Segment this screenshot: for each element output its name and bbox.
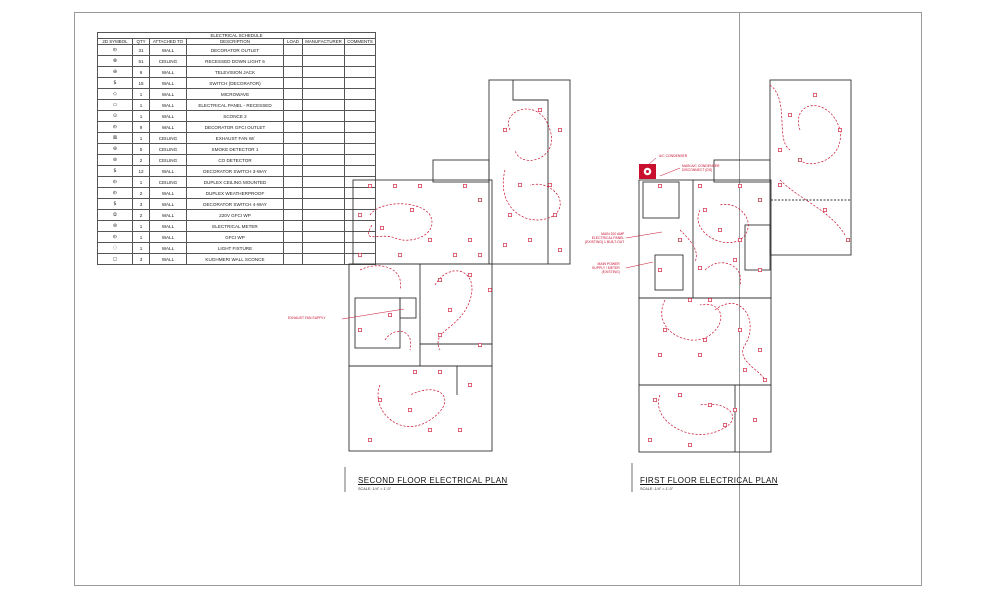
attached-cell: WALL [150,166,187,177]
switch-4way-icon: $ [98,199,133,210]
fixture-symbol-icon [358,328,361,331]
gfci-outlet-icon: ⦶ [98,122,133,133]
fixture-symbol-icon [518,183,521,186]
fixture-symbol-icon [503,128,506,131]
fixture-symbol-icon [813,93,816,96]
220v-gfci-icon: ⦷ [98,210,133,221]
attached-cell: WALL [150,100,187,111]
fixture-symbol-icon [738,238,741,241]
fixture-symbol-icon [738,184,741,187]
fixture-symbol-icon [758,348,761,351]
fixture-symbol-icon [698,266,701,269]
fixture-symbol-icon [413,370,416,373]
attached-cell: WALL [150,45,187,56]
exhaust-fan-icon: ⊠ [98,133,133,144]
fixture-symbol-icon [758,268,761,271]
col-header-manufacturer: MANUFACTURER [303,39,345,45]
fixture-symbol-icon [658,268,661,271]
duplex-outlet-icon: ⦶ [98,45,133,56]
meter-label: MAIN POWER SUPPLY / METER (EXISTING) [592,262,620,274]
circuit-path [780,180,845,235]
ac-disconnect-label: MAIN A/C CONDENSER DISCONNECT (DS) [682,164,720,172]
fixture-symbol-icon [558,128,561,131]
circuit-path [360,266,401,290]
fixture-symbol-icon [410,208,413,211]
description-cell: DECORATOR OUTLET [187,45,284,56]
first-floor-lower-block-wall [639,385,771,452]
qty-cell: 9 [133,122,150,133]
second-floor-tower-inner-wall [513,80,548,264]
fixture-symbol-icon [448,308,451,311]
description-cell: LIGHT FIXTURE [187,243,284,254]
attached-cell: CEILING [150,177,187,188]
fixture-symbol-icon [488,288,491,291]
fixture-symbol-icon [763,378,766,381]
fixture-symbol-icon [358,253,361,256]
fixture-symbol-icon [438,370,441,373]
fixture-symbol-icon [653,398,656,401]
fixture-symbol-icon [503,243,506,246]
circuit-path [705,263,741,285]
second-floor-plan-title: SECOND FLOOR ELECTRICAL PLAN [358,476,508,485]
fixture-symbol-icon [688,298,691,301]
qty-cell: 3 [133,199,150,210]
fixture-symbol-icon [368,184,371,187]
circuit-path [368,204,432,240]
fixture-symbol-icon [408,408,411,411]
qty-cell: 1 [133,232,150,243]
fixture-symbol-icon [438,278,441,281]
circuit-path [658,395,732,435]
first-floor-closet-wall [745,225,770,270]
fixture-symbol-icon [468,383,471,386]
first-floor-upper-block-wall [639,180,771,298]
smoke-detector-icon: ⊛ [98,144,133,155]
ceiling-outlet-icon: ⦶ [98,177,133,188]
fixture-symbol-icon [428,238,431,241]
description-cell: EXHAUST FAN W/ [187,133,284,144]
fixture-symbol-icon [428,428,431,431]
fixture-symbol-icon [698,353,701,356]
fixture-symbol-icon [548,183,551,186]
fixture-symbol-icon [703,338,706,341]
attached-cell: WALL [150,67,187,78]
col-header-symbol: 2D SYMBOL [98,39,133,45]
fixture-symbol-icon [753,418,756,421]
attached-cell: WALL [150,188,187,199]
fixture-symbol-icon [658,353,661,356]
leader-panel [626,232,662,238]
fixture-symbol-icon [648,438,651,441]
fixture-symbol-icon [708,403,711,406]
circuit-path [435,271,472,350]
qty-cell: 31 [133,45,150,56]
fixture-symbol-icon [846,238,849,241]
fixture-symbol-icon [478,198,481,201]
fixture-symbol-icon [733,258,736,261]
qty-cell: 1 [133,243,150,254]
attached-cell: WALL [150,210,187,221]
fixture-symbol-icon [388,313,391,316]
co-detector-icon: ⊚ [98,155,133,166]
description-cell: RECESSED DOWN LIGHT 6 [187,56,284,67]
qty-cell: 2 [133,188,150,199]
description-cell: KUGHMERI WALL SCONCE [187,254,284,265]
description-cell: MICROWAVE [187,89,284,100]
description-cell: DUPLEX WEATHERPROOF [187,188,284,199]
fixture-symbol-icon [368,438,371,441]
first-floor-tower-wall [770,80,851,255]
fixture-symbol-icon [658,184,661,187]
attached-cell: WALL [150,78,187,89]
qty-cell: 12 [133,166,150,177]
first-floor-plan-scale: SCALE: 1/4" = 1'-0" [640,487,674,491]
second-floor-stair-landing-wall [433,160,489,182]
fixture-symbol-icon [678,238,681,241]
second-floor-bath-wall [400,298,416,318]
sconce-icon: ⊙ [98,111,133,122]
qty-cell: 1 [133,111,150,122]
fixture-symbol-icon [478,253,481,256]
second-floor-plan-scale: SCALE: 1/4" = 1'-0" [358,487,392,491]
fixture-symbol-icon [718,228,721,231]
fixture-symbol-icon [468,238,471,241]
fixture-symbol-icon [798,158,801,161]
schedule-title: ELECTRICAL SCHEDULE [98,33,376,39]
fixture-symbol-icon [528,238,531,241]
fixture-symbol-icon [508,213,511,216]
fixture-symbol-icon [553,213,556,216]
circuit-path [770,85,790,150]
fixture-symbol-icon [788,113,791,116]
leader-meter [626,262,653,268]
fixture-symbol-icon [398,253,401,256]
attached-cell: CEILING [150,144,187,155]
annotation-leaders [342,158,680,319]
description-cell: ELECTRICAL PANEL - RECESSED [187,100,284,111]
exhaust-fan-supply-label: EXHAUST FAN SUPPLY [288,316,326,320]
fixture-symbol-icon [698,184,701,187]
description-cell: SCONCE 2 [187,111,284,122]
description-cell: DECORATOR SWITCH 4-WAY [187,199,284,210]
attached-cell: WALL [150,89,187,100]
second-floor-tower-wall [489,80,570,264]
ac-condenser-label: A/C CONDENSER [659,154,688,158]
attached-cell: WALL [150,254,187,265]
qty-cell: 51 [133,56,150,67]
description-cell: GFCI WP [187,232,284,243]
wall-sconce-icon: ◻ [98,254,133,265]
second-floor-closet-wall [355,298,400,348]
fixture-symbol-icon [688,443,691,446]
second-floor-upper-block-wall [353,180,492,264]
attached-cell: CEILING [150,155,187,166]
first-floor-stair-landing-wall [714,160,770,182]
switch-3way-icon: $ [98,166,133,177]
description-cell: TELEVISION JACK [187,67,284,78]
tv-jack-icon: ⊕ [98,67,133,78]
fixture-symbol-icon [838,128,841,131]
circuit-path [508,109,551,160]
fixture-symbol-icon [738,328,741,331]
fixture-symbol-icon [778,148,781,151]
circuit-path [715,303,765,380]
fixture-symbol-icon [378,398,381,401]
qty-cell: 3 [133,254,150,265]
light-fixture-icon: ◌ [98,243,133,254]
circuit-path [385,331,411,350]
description-cell: ELECTRICAL METER [187,221,284,232]
attached-cell: WALL [150,221,187,232]
fixture-symbol-icon [733,408,736,411]
qty-cell: 2 [133,210,150,221]
circuit-path [662,300,721,340]
electrical-panel-label: MAIN 200 AMP ELECTRICAL PANEL (EXISTING) 1 BUILT-OUT [585,232,625,244]
fixture-symbol-icon [538,108,541,111]
attached-cell: WALL [150,243,187,254]
description-cell: DECORATOR GFCI OUTLET [187,122,284,133]
circuit-path [378,385,445,427]
fixture-symbol-icon [823,208,826,211]
fixture-symbol-icon [358,213,361,216]
fixture-symbol-icon [380,226,383,229]
qty-cell: 1 [133,177,150,188]
wiring-circuits [360,85,845,435]
description-cell: DUPLEX CEILING MOUNTED [187,177,284,188]
circuit-path [680,230,696,262]
description-cell: SMOKE DETECTOR 1 [187,144,284,155]
attached-cell: WALL [150,199,187,210]
fixture-symbol-icon [663,328,666,331]
qty-cell: 1 [133,89,150,100]
fixture-symbol-icon [418,184,421,187]
gfci-wp-icon: ⦶ [98,232,133,243]
fixture-symbol-icon [723,423,726,426]
ac-condenser-hub-icon [646,170,649,173]
fixture-symbol-icon [703,208,706,211]
fixture-symbol-icon [458,428,461,431]
description-cell: 220V GFCI WP [187,210,284,221]
fixture-symbol-icon [478,343,481,346]
fixture-symbol-icon [438,333,441,336]
fixture-symbol-icon [743,368,746,371]
leader-ac-condenser [648,158,656,165]
second-floor-middle-block-wall [349,264,492,366]
electrical-panel-icon: ▭ [98,100,133,111]
fixture-symbol-icon [468,273,471,276]
fixture-symbol-icon [778,183,781,186]
qty-cell: 15 [133,78,150,89]
leader-exhaust [342,309,404,319]
recessed-light-icon: ⊗ [98,56,133,67]
fixture-symbol-icon [678,393,681,396]
qty-cell: 2 [133,155,150,166]
description-cell: SWITCH (DECORATOR) [187,78,284,89]
qty-cell: 1 [133,133,150,144]
microwave-icon: ◇ [98,89,133,100]
fixture-symbol-icon [393,184,396,187]
attached-cell: WALL [150,232,187,243]
switch-icon: $ [98,78,133,89]
fixture-symbol-icon [758,198,761,201]
fixture-symbol-icon [558,248,561,251]
qty-cell: 1 [133,100,150,111]
first-floor-plan-title: FIRST FLOOR ELECTRICAL PLAN [640,476,778,485]
first-floor-utility-wall [655,255,683,290]
fixture-symbol-icon [463,184,466,187]
attached-cell: CEILING [150,56,187,67]
qty-cell: 1 [133,221,150,232]
col-header-qty: QTY [133,39,150,45]
fixture-symbol-icon [453,253,456,256]
qty-cell: 6 [133,67,150,78]
col-header-comments: COMMENTS [345,39,376,45]
circuit-path [798,106,840,164]
qty-cell: 5 [133,144,150,155]
fixture-symbol-icon [708,298,711,301]
col-header-attached: ATTACHED TO [150,39,187,45]
description-cell: DECORATOR SWITCH 3-WAY [187,166,284,177]
attached-cell: CEILING [150,133,187,144]
electric-meter-icon: ⊜ [98,221,133,232]
circuit-path [503,170,560,220]
attached-cell: WALL [150,111,187,122]
col-header-description: DESCRIPTION [187,39,284,45]
weatherproof-outlet-icon: ⦶ [98,188,133,199]
col-header-load: LOAD [284,39,303,45]
description-cell: CO DETECTOR [187,155,284,166]
leader-ac-disconnect [660,168,680,176]
attached-cell: WALL [150,122,187,133]
